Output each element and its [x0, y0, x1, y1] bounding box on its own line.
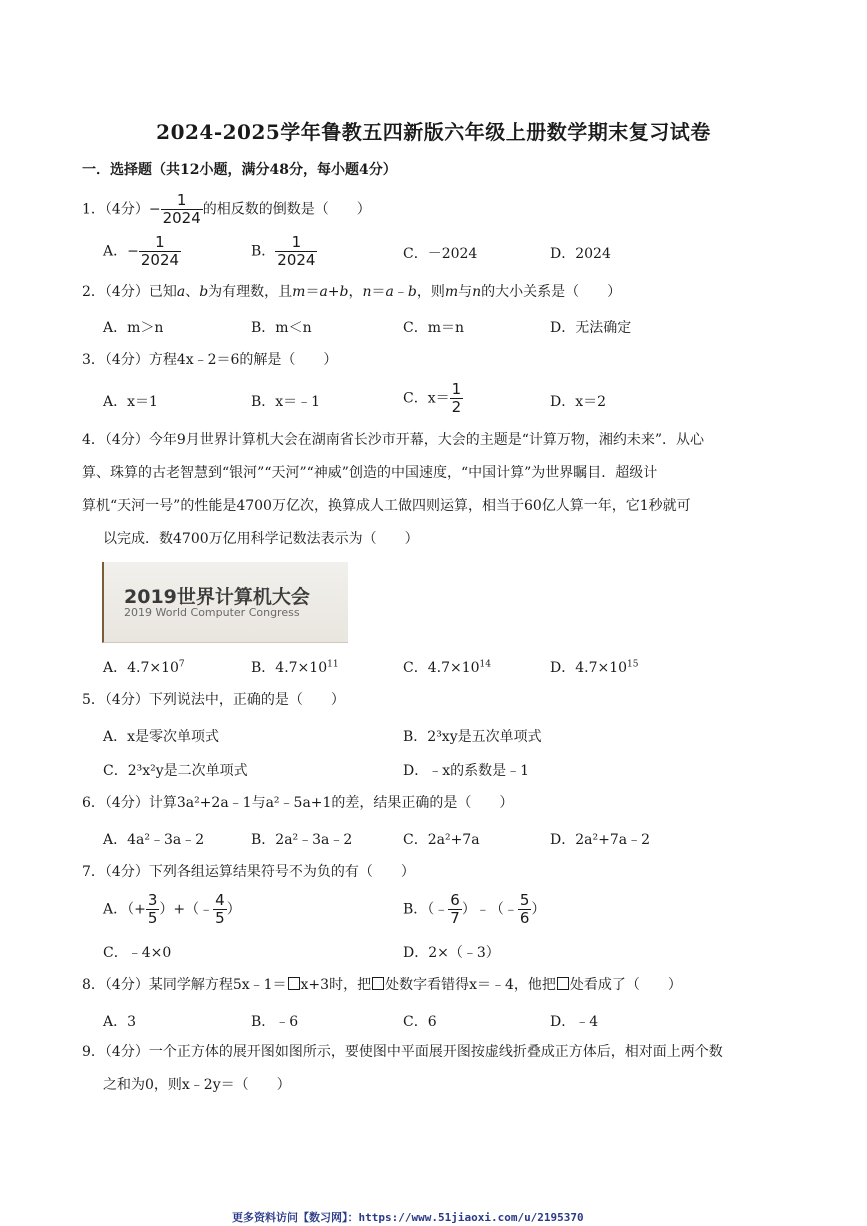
- fraction-denominator: 6: [519, 909, 530, 927]
- question-6-option-c[interactable]: C．2a²+7a: [403, 832, 480, 848]
- question-3-option-a[interactable]: A．x＝1: [103, 394, 158, 410]
- fraction-denominator: 5: [215, 909, 225, 927]
- option-label: C．x＝: [403, 390, 450, 407]
- option-text: C．4.7×10: [403, 660, 480, 676]
- fraction-numerator: 5: [519, 891, 530, 909]
- option-exponent: 15: [627, 659, 639, 670]
- question-7: 7．（4分）下列各组运算结果符号不为负的有（ ）: [82, 864, 415, 880]
- fraction-denominator: 5: [147, 909, 158, 927]
- option-exponent: 11: [327, 659, 339, 670]
- option-text: A．4.7×10: [103, 660, 179, 676]
- question-5-option-c[interactable]: C．2³x²y是二次单项式: [103, 763, 248, 779]
- option-label: B．: [251, 243, 276, 260]
- question-5-option-b[interactable]: B．2³xy是五次单项式: [403, 729, 542, 745]
- question-7-option-b[interactable]: [403, 892, 545, 927]
- option-paren: ）: [226, 901, 241, 918]
- question-4-line-2: 算、珠算的古老智慧到“银河”“天河”“神威”创造的中国速度，“中国计算”为世界瞩目．超级计: [82, 465, 658, 481]
- option-fraction: [213, 892, 227, 927]
- question-1-option-d[interactable]: D．2024: [550, 246, 611, 262]
- fraction-numerator: 3: [147, 891, 158, 909]
- question-8-option-b[interactable]: B．﹣6: [251, 1014, 299, 1030]
- question-2-text-a: 2．（4分）已知: [82, 284, 177, 300]
- option-text: D．4.7×10: [550, 660, 628, 676]
- question-8-option-d[interactable]: D．﹣4: [550, 1014, 599, 1030]
- fraction-denominator: 2: [451, 398, 462, 416]
- option-label: A．: [103, 901, 128, 918]
- option-fraction: [275, 234, 317, 269]
- fraction-denominator: 2024: [162, 209, 201, 227]
- fraction-denominator: 2024: [140, 251, 180, 269]
- question-2-text-b: 为有理数，且: [208, 284, 293, 300]
- question-1-fraction: [161, 192, 203, 227]
- question-8-text-b: x+3时，把: [300, 977, 372, 993]
- question-8: [82, 975, 682, 995]
- question-3: 3．（4分）方程4x﹣2＝6的解是（ ）: [82, 352, 338, 368]
- blank-box-icon: [557, 977, 569, 990]
- banner-title: 2019世界计算机大会: [124, 586, 310, 608]
- congress-banner-image: [102, 562, 348, 643]
- question-4-option-a[interactable]: [103, 657, 185, 677]
- banner-subtitle: 2019 World Computer Congress: [124, 606, 300, 619]
- option-sign: −: [127, 243, 139, 260]
- option-label: B．: [403, 901, 428, 918]
- question-4-line-1: 4．（4分）今年9月世界计算机大会在湖南省长沙市开幕，大会的主题是“计算万物，湘约未来”．从心: [82, 432, 705, 448]
- question-5: 5．（4分）下列说法中，正确的是（ ）: [82, 692, 345, 708]
- fraction-numerator: 1: [155, 233, 165, 251]
- question-9-line-2: 之和为0，则x﹣2y＝（ ）: [103, 1077, 291, 1093]
- fraction-numerator: 1: [176, 191, 187, 209]
- blank-box-icon: [288, 977, 300, 990]
- question-9: [82, 1036, 787, 1102]
- option-fraction: [518, 892, 532, 927]
- option-operator: ）+（﹣: [159, 901, 214, 918]
- question-6: 6．（4分）计算3a²+2a﹣1与a²﹣5a+1的差，结果正确的是（ ）: [82, 795, 514, 811]
- question-4: [82, 424, 787, 556]
- fraction-numerator: 6: [450, 891, 460, 909]
- option-fraction: [448, 892, 462, 927]
- footer-link[interactable]: 更多资料访问【数习网】：https://www.51jiaoxi.com/u/2195370: [232, 1211, 584, 1224]
- question-2-option-b[interactable]: B．m＜n: [251, 320, 312, 336]
- question-8-text-d: 处看成了（ ）: [569, 977, 682, 993]
- question-9-line-1: 9．（4分）一个正方体的展开图如图所示，要使图中平面展开图按虚线折叠成正方体后，相对面上两个数: [82, 1044, 723, 1060]
- question-6-option-d[interactable]: D．2a²+7a﹣2: [550, 832, 650, 848]
- question-8-text-a: 8．（4分）某同学解方程5x﹣1＝: [82, 977, 287, 993]
- question-8-option-c[interactable]: C．6: [403, 1014, 437, 1030]
- option-exponent: 14: [479, 659, 491, 670]
- question-6-option-b[interactable]: B．2a²﹣3a﹣2: [251, 832, 353, 848]
- question-4-option-d[interactable]: [550, 657, 639, 677]
- question-8-option-a[interactable]: A．3: [103, 1014, 137, 1030]
- question-7-option-d[interactable]: D．2×（﹣3）: [403, 945, 500, 961]
- question-5-option-d[interactable]: D．﹣x的系数是﹣1: [403, 763, 530, 779]
- fraction-denominator: 7: [450, 909, 460, 927]
- question-8-text-c: 处数字看错得x＝﹣4，他把: [385, 977, 556, 993]
- question-6-option-a[interactable]: A．4a²﹣3a﹣2: [103, 832, 205, 848]
- question-7-option-c[interactable]: C．﹣4×0: [103, 945, 172, 961]
- question-1-option-a[interactable]: [103, 234, 181, 269]
- question-2: 2．（4分）已知a、b为有理数，且m＝a+b，n＝a﹣b，则m与n的大小关系是（ ）: [82, 284, 622, 300]
- page-title: 2024-2025学年鲁教五四新版六年级上册数学期末复习试卷: [156, 120, 711, 144]
- fraction-numerator: 1: [451, 380, 462, 398]
- question-1-sign: −: [148, 201, 161, 218]
- option-exponent: 7: [178, 659, 185, 670]
- option-fraction: [139, 234, 181, 269]
- question-2-option-d[interactable]: D．无法确定: [550, 320, 632, 336]
- option-label: A．: [103, 243, 128, 260]
- question-1-prefix: 1．（4分）: [82, 201, 149, 218]
- question-1-suffix: 的相反数的倒数是（ ）: [202, 201, 371, 218]
- option-fraction: [450, 381, 464, 416]
- blank-box-icon: [372, 977, 384, 990]
- option-fraction: [146, 892, 160, 927]
- question-7-option-a[interactable]: [103, 892, 241, 927]
- fraction-denominator: 2024: [277, 251, 316, 269]
- question-2-option-c[interactable]: C．m＝n: [403, 320, 465, 336]
- question-3-option-d[interactable]: D．x＝2: [550, 394, 607, 410]
- fraction-numerator: 1: [291, 233, 302, 251]
- question-1: [82, 192, 371, 227]
- question-4-line-4: 以完成．数4700万亿用科学记数法表示为（ ）: [103, 531, 419, 547]
- question-2-option-a[interactable]: A．m＞n: [103, 320, 164, 336]
- option-paren: ）: [531, 901, 546, 918]
- question-1-option-c[interactable]: C．－2024: [403, 246, 478, 262]
- question-1-option-b[interactable]: [251, 234, 317, 269]
- question-4-option-c[interactable]: [403, 657, 491, 677]
- question-4-option-b[interactable]: [251, 657, 339, 677]
- option-text: B．4.7×10: [251, 660, 328, 676]
- question-5-option-a[interactable]: A．x是零次单项式: [103, 729, 220, 745]
- option-paren: （﹣: [427, 901, 449, 918]
- option-paren: （+: [127, 901, 146, 918]
- question-4-line-3: 算机“天河一号”的性能是4700万亿次，换算成人工做四则运算，相当于60亿人算一年，它1秒就可: [82, 498, 691, 514]
- section-heading: 一．选择题（共12小题，满分48分，每小题4分）: [82, 162, 397, 178]
- question-3-option-c[interactable]: [403, 381, 463, 416]
- option-operator: ）﹣（﹣: [461, 901, 518, 918]
- question-2-text-c: 的大小关系是（ ）: [481, 284, 622, 300]
- question-3-option-b[interactable]: B．x＝﹣1: [251, 394, 321, 410]
- fraction-numerator: 4: [215, 891, 225, 909]
